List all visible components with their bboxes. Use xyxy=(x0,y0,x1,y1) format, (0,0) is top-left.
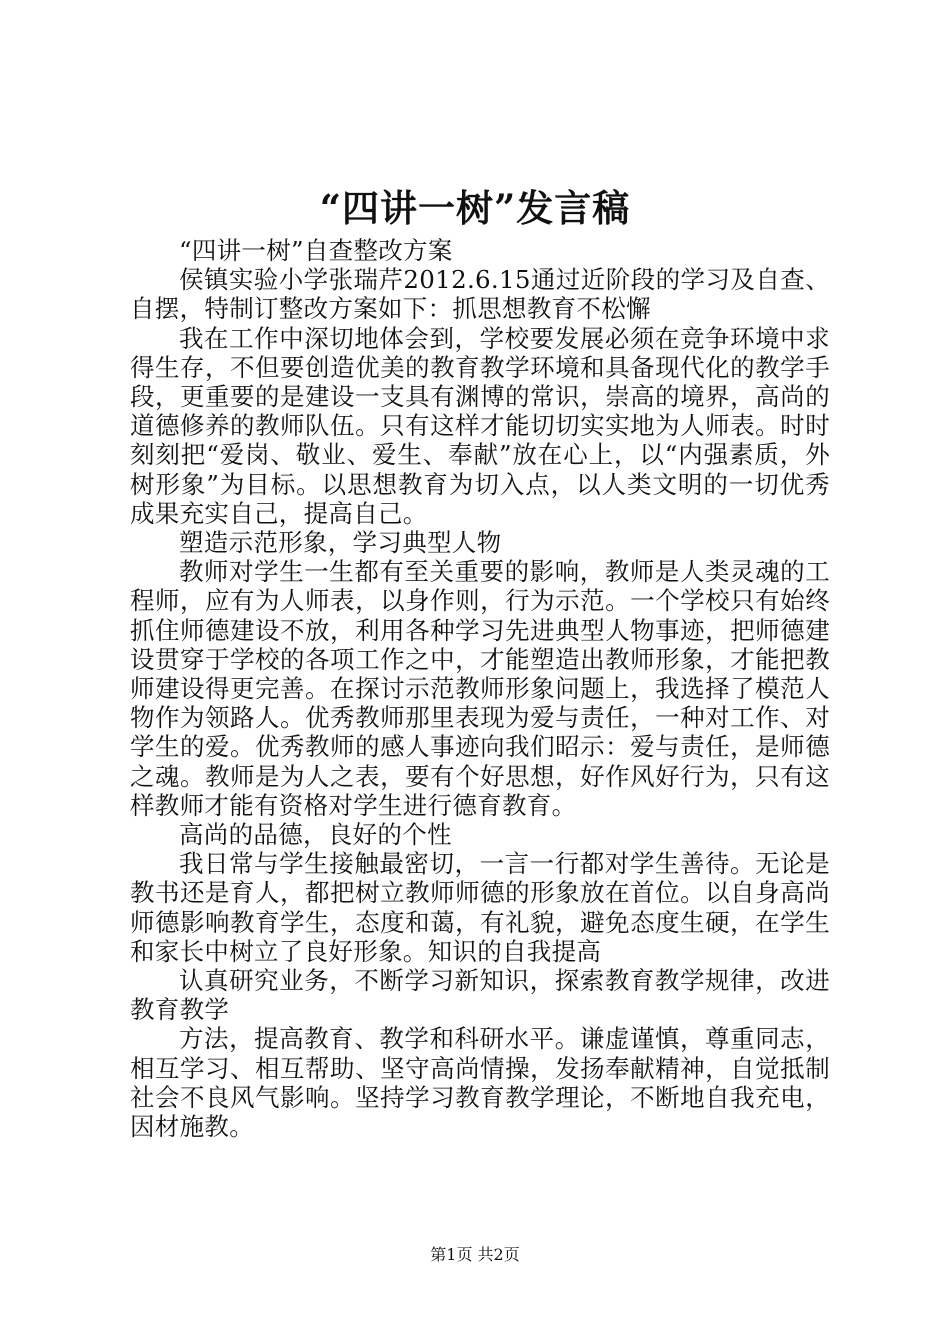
paragraph: 方法，提高教育、教学和科研水平。谦虚谨慎，尊重同志，相互学习、相互帮助、坚守高尚情操，发扬奉献精神，自觉抵制社会不良风气影响。坚持学习教育教学理论，不断地自我充电，因材施教。 xyxy=(130,1024,830,1142)
document-body xyxy=(130,236,830,1141)
paragraph: “四讲一树”自查整改方案 xyxy=(179,236,453,265)
paragraph: 认真研究业务，不断学习新知识，探索教育教学规律，改进教育教学 xyxy=(130,966,830,1025)
paragraph: 我在工作中深切地体会到，学校要发展必须在竞争环境中求得生存，不但要创造优美的教育教学环境和具备现代化的教学手段，更重要的是建设一支具有渊博的常识，崇高的境界，高尚的道德修养的教师队伍。只有这样才能切切实实地为人师表。时时刻刻把“爱岗、敬业、爱生、奉献”放在心上，以“内强素质，外树形象”为目标。以思想教育为切入点，以人类文明的一切优秀成果充实自己，提高自己。 xyxy=(130,323,830,528)
paragraph: 教师对学生一生都有至关重要的影响，教师是人类灵魂的工程师，应有为人师表，以身作则，行为示范。一个学校只有始终抓住师德建设不放，利用各种学习先进典型人物事迹，把师德建设贯穿于学校的各项工作之中，才能塑造出教师形象，才能把教师建设得更完善。在探讨示范教师形象问题上，我选择了模范人物作为领路人。优秀教师那里表现为爱与责任，一种对工作、对学生的爱。优秀教师的感人事迹向我们昭示：爱与责任，是师德之魂。教师是为人之表，要有个好思想，好作风好行为，只有这样教师才能有资格对学生进行德育教育。 xyxy=(130,557,830,820)
paragraph: 侯镇实验小学张瑞芹2012.6.15通过近阶段的学习及自查、自摆，特制订整改方案如下：抓思想教育不松懈 xyxy=(130,265,830,324)
page-footer: 第1页 共2页 xyxy=(430,1245,520,1264)
document-title: “四讲一树”发言稿 xyxy=(319,186,631,230)
paragraph: 我日常与学生接触最密切，一言一行都对学生善待。无论是教书还是育人，都把树立教师师德的形象放在首位。以自身高尚师德影响教育学生，态度和蔼，有礼貌，避免态度生硬，在学生和家长中树立了良好形象。知识的自我提高 xyxy=(130,849,830,966)
paragraph: 高尚的品德，良好的个性 xyxy=(179,820,452,850)
paragraph: 塑造示范形象，学习典型人物 xyxy=(179,528,502,558)
